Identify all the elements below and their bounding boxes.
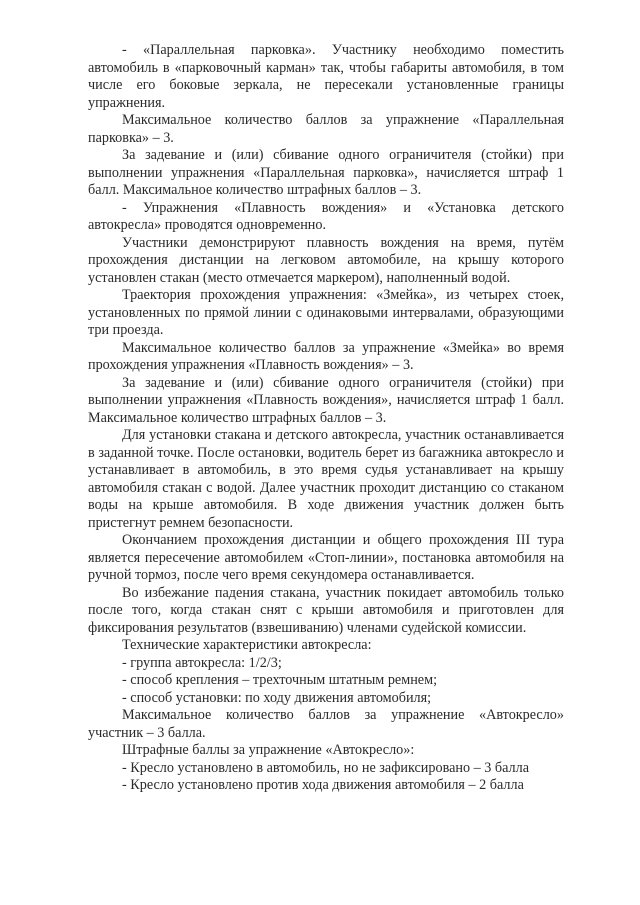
paragraph-parallel-parking-max-score: Максимальное количество баллов за упражнение «Параллельная парковка» – 3. <box>88 112 564 146</box>
list-item-penalty-rear-facing: - Кресло установлено против хода движения автомобиля – 2 балла <box>122 777 524 793</box>
list-item-seat-installation: - способ установки: по ходу движения автомобиля; <box>122 689 432 706</box>
document-body <box>88 42 564 795</box>
paragraph-finish-condition: Окончанием прохождения дистанции и общего прохождения III тура является пересечение автомобилем «Стоп-линии», постановка автомобиля на ручной тормоз, после чего время секундомера останавливается. <box>88 532 564 583</box>
list-item-seat-fastening: - способ крепления – трехточным штатным ремнем; <box>122 672 438 688</box>
paragraph-snake-max-score: Максимальное количество баллов за упражнение «Змейка» во время прохождения упражнения «Плавность вождения» – 3. <box>88 339 564 373</box>
paragraph-car-seat-penalties-heading: Штрафные баллы за упражнение «Автокресло»: <box>122 742 415 758</box>
paragraph-parallel-parking-penalty: За задевание и (или) сбивание одного ограничителя (стойки) при выполнении упражнения «Параллельная парковка», начисляется штраф 1 балл. Максимальное количество штрафных баллов – 3. <box>88 147 564 198</box>
paragraph-snake-trajectory: Траектория прохождения упражнения: «Змейка», из четырех стоек, установленных по прямой линии с одинаковыми интервалами, образующими три проезда. <box>88 287 564 338</box>
list-item-penalty-not-fixed: - Кресло установлено в автомобиль, но не зафиксировано – 3 балла <box>122 759 530 776</box>
paragraph-parallel-parking: - «Параллельная парковка». Участнику необходимо поместить автомобиль в «парковочный карман» так, чтобы габариты автомобиля, в том числе его боковые зеркала, не пересекали установленные границы упражнения. <box>88 42 564 111</box>
paragraph-car-seat-specs-heading: Технические характеристики автокресла: <box>122 637 372 653</box>
paragraph-leaving-vehicle: Во избежание падения стакана, участник покидает автомобиль только после того, когда стакан снят с крыши автомобиля и приготовлен для фиксирования результатов (взвешиванию) членами судейской комиссии. <box>88 584 564 636</box>
paragraph-simultaneous-exercises: - Упражнения «Плавность вождения» и «Установка детского автокресла» проводятся одновременно. <box>88 199 564 233</box>
paragraph-car-seat-procedure: Для установки стакана и детского автокресла, участник останавливается в заданной точке. После остановки, водитель берет из багажника автокресло и устанавливает в автомобиль, в это время судья устанавливает на крышу автомобиля стакан с водой. Далее участник проходит дистанцию со стаканом воды на крыше автомобиля. В ходе движения участник должен быть пристегнут ремнем безопасности. <box>88 427 564 531</box>
paragraph-smooth-driving: Участники демонстрируют плавность вождения на время, путём прохождения дистанции на легковом автомобиле, на крышу которого установлен стакан (место отмечается маркером), наполненный водой. <box>88 234 564 286</box>
list-item-seat-group: - группа автокресла: 1/2/3; <box>122 654 282 671</box>
paragraph-smooth-driving-penalty: За задевание и (или) сбивание одного ограничителя (стойки) при выполнении упражнения «Плавность вождения», начисляется штраф 1 балл. Максимальное количество штрафных баллов – 3. <box>88 374 564 426</box>
paragraph-car-seat-max-score: Максимальное количество баллов за упражнение «Автокресло» участник – 3 балла. <box>88 707 564 741</box>
